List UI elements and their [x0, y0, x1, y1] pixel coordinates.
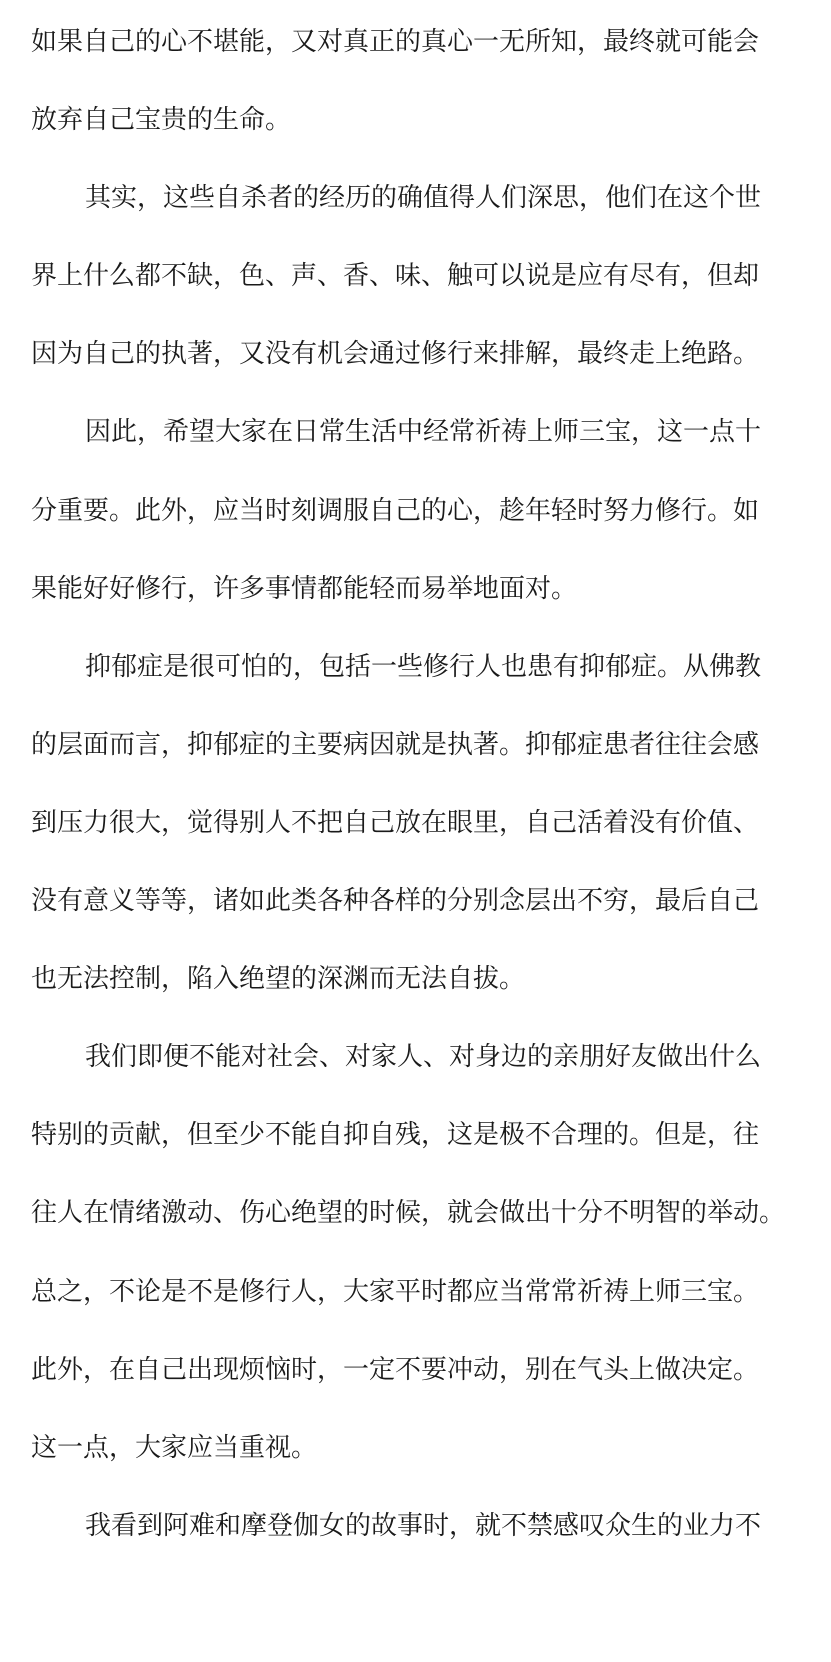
text-line: 界上什么都不缺，色、声、香、味、触可以说是应有尽有，但却 — [31, 261, 760, 291]
text-line: 也无法控制，陷入绝望的深渊而无法自拔。 — [31, 964, 526, 994]
text-line: 如果自己的心不堪能，又对真正的真心一无所知，最终就可能会 — [31, 27, 760, 57]
text-line: 的层面而言，抑郁症的主要病因就是执著。抑郁症患者往往会感 — [31, 730, 760, 760]
text-line: 放弃自己宝贵的生命。 — [31, 105, 292, 135]
paragraph-start-line: 其实，这些自杀者的经历的确值得人们深思，他们在这个世 — [85, 183, 762, 213]
paragraph-start-line: 我看到阿难和摩登伽女的故事时，就不禁感叹众生的业力不 — [85, 1511, 762, 1541]
text-line: 没有意义等等，诸如此类各种各样的分别念层出不穷，最后自己 — [31, 886, 760, 916]
text-line: 总之，不论是不是修行人，大家平时都应当常常祈祷上师三宝。 — [31, 1277, 760, 1307]
text-line: 分重要。此外，应当时刻调服自己的心，趁年轻时努力修行。如 — [31, 496, 760, 526]
paragraph-start-line: 因此，希望大家在日常生活中经常祈祷上师三宝，这一点十 — [85, 417, 762, 447]
text-line: 到压力很大，觉得别人不把自己放在眼里，自己活着没有价值、 — [31, 808, 760, 838]
paragraph-start-line: 我们即便不能对社会、对家人、对身边的亲朋好友做出什么 — [85, 1042, 762, 1072]
text-line: 果能好好修行，许多事情都能轻而易举地面对。 — [31, 574, 578, 604]
text-line: 特别的贡献，但至少不能自抑自残，这是极不合理的。但是，往 — [31, 1120, 760, 1150]
text-line: 此外，在自己出现烦恼时，一定不要冲动，别在气头上做决定。 — [31, 1355, 760, 1385]
paragraph-start-line: 抑郁症是很可怕的，包括一些修行人也患有抑郁症。从佛教 — [85, 652, 762, 682]
text-line: 这一点，大家应当重视。 — [31, 1433, 318, 1463]
text-line: 因为自己的执著，又没有机会通过修行来排解，最终走上绝路。 — [31, 339, 760, 369]
text-line: 往人在情绪激动、伤心绝望的时候，就会做出十分不明智的举动。 — [31, 1198, 786, 1228]
